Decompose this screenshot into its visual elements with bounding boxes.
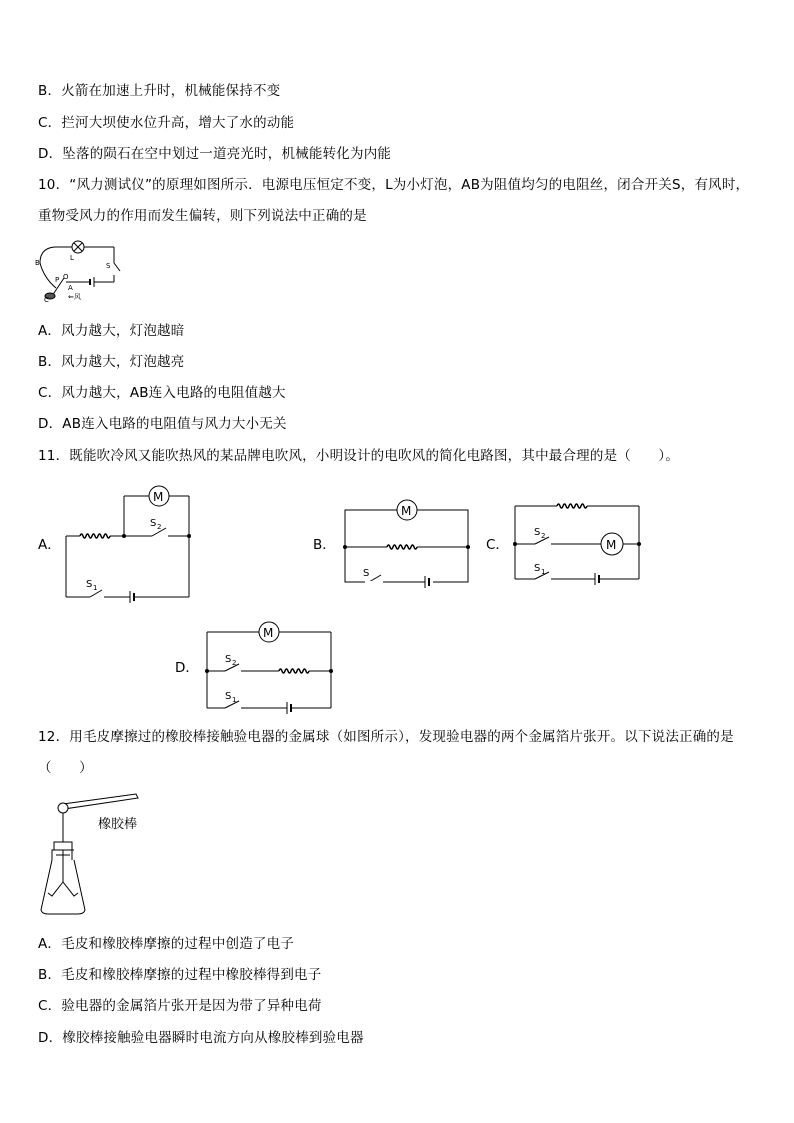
q10-label-wind: ⇐风 [68, 293, 81, 301]
q12-option-d: D．橡胶棒接触验电器瞬时电流方向从橡胶棒到验电器 [38, 1030, 364, 1046]
q12-electroscope-figure [38, 790, 148, 918]
q11-stem: 11．既能吹冷风又能吹热风的某品牌电吹风，小明设计的电吹风的简化电路图，其中最合理的是（ ）。 [38, 448, 680, 464]
q11-d-s1-label: S [225, 691, 232, 702]
q10-option-c: C．风力越大，AB连入电路的电阻值越大 [38, 385, 286, 401]
q11-c-s2-sub: 2 [541, 532, 546, 540]
q10-option-b: B．风力越大，灯泡越亮 [38, 354, 185, 370]
q12-option-c: C．验电器的金属箔片张开是因为带了异种电荷 [38, 998, 322, 1014]
q10-label-s: S [106, 262, 111, 270]
q12-stem-line2: （ ） [38, 760, 93, 776]
q11-a-s2-label: S [150, 518, 157, 529]
q11-option-d-label: D． [175, 660, 199, 676]
q12-option-b: B．毛皮和橡胶棒摩擦的过程中橡胶棒得到电子 [38, 967, 322, 983]
q10-stem-line1: 10．“风力测试仪”的原理如图所示．电源电压恒定不变，L为小灯泡，AB为阻值均匀的电阻丝，闭合开关S，有风时， [38, 177, 750, 193]
q11-c-motor-label: M [606, 538, 617, 552]
q10-option-a: A．风力越大，灯泡越暗 [38, 323, 185, 339]
q10-stem-line2: 重物受风力的作用而发生偏转，则下列说法中正确的是 [38, 208, 367, 224]
q11-a-s1-sub: 1 [93, 584, 98, 592]
q10-label-l: L [70, 254, 74, 262]
q10-label-p: P [55, 276, 60, 284]
q11-c-s2-label: S [534, 527, 541, 538]
q12-option-a: A．毛皮和橡胶棒摩擦的过程中创造了电子 [38, 936, 295, 952]
q11-a-motor-label: M [153, 490, 164, 504]
q11-b-motor-label: M [401, 504, 412, 518]
q11-d-motor-label: M [263, 626, 274, 640]
q11-option-b-label: B． [313, 537, 336, 553]
q11-d-s2-label: S [225, 654, 232, 665]
q11-option-a-label: A． [38, 537, 61, 553]
q10-label-c: C [44, 296, 49, 304]
q9-option-d: D．坠落的陨石在空中划过一道亮光时，机械能转化为内能 [38, 146, 392, 162]
q12-figure-label: 橡胶棒 [98, 817, 138, 832]
q10-label-a: A [68, 284, 73, 292]
q9-option-b: B．火箭在加速上升时，机械能保持不变 [38, 83, 281, 99]
q11-c-s1-sub: 1 [541, 568, 546, 576]
q11-d-s1-sub: 1 [232, 696, 237, 704]
q11-circuit-b [345, 498, 473, 586]
q10-wind-tester-figure [30, 238, 130, 304]
q11-circuit-c [515, 498, 643, 586]
q11-b-s-label: S [363, 568, 370, 579]
q10-label-o: O [63, 273, 69, 281]
q10-label-b: B [35, 259, 40, 267]
q11-a-s2-sub: 2 [157, 523, 162, 531]
q10-option-d: D．AB连入电路的电阻值与风力大小无关 [38, 416, 287, 432]
q11-circuit-a [66, 484, 194, 602]
q11-circuit-d [207, 620, 335, 712]
q12-stem-line1: 12．用毛皮摩擦过的橡胶棒接触验电器的金属球（如图所示），发现验电器的两个金属箔片张开。以下说法正确的是 [38, 729, 734, 745]
q9-option-c: C．拦河大坝使水位升高，增大了水的动能 [38, 115, 295, 131]
q11-d-s2-sub: 2 [232, 659, 237, 667]
q11-option-c-label: C． [486, 537, 509, 553]
q11-c-s1-label: S [534, 563, 541, 574]
q11-a-s1-label: S [86, 579, 93, 590]
